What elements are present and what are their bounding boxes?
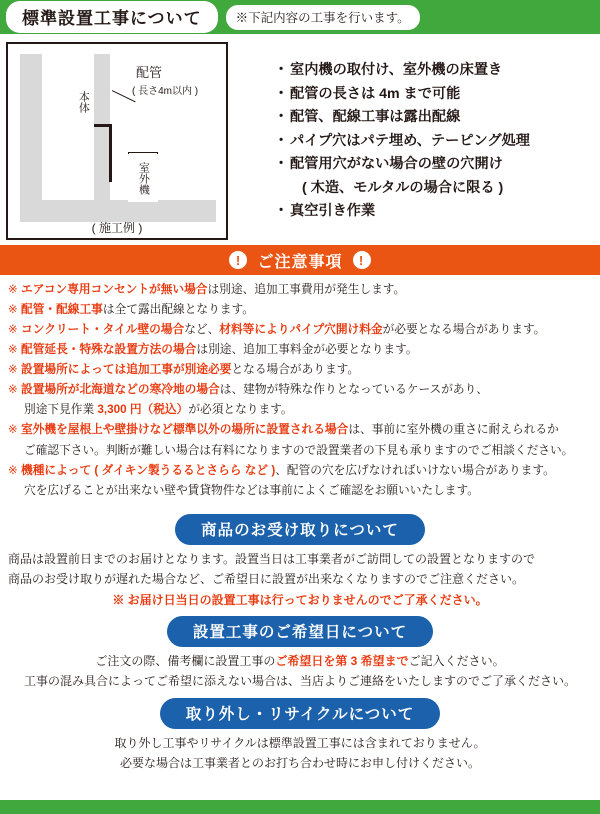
info-sections <box>0 514 600 773</box>
section-title: 商品のお受け取りについて <box>175 514 425 545</box>
page-header <box>0 0 600 34</box>
body-text: が必要となる場合があります。 <box>382 323 546 337</box>
diagram-outdoor-unit-label: 室外機 <box>128 154 158 202</box>
highlight-text: 配管・配線工事 <box>21 303 103 317</box>
highlight-text: エアコン専用コンセントが無い場合 <box>21 283 208 297</box>
marker-text: ※ <box>8 283 22 297</box>
highlight-text: コンクリート・タイル壁の場合 <box>21 323 185 337</box>
caution-note <box>8 282 592 298</box>
highlight-text: 室外機を屋根上や壁掛けなど標準以外の場所に設置される場合 <box>21 423 349 437</box>
body-text: が必須となります。 <box>188 403 293 417</box>
body-text: 穴を広げることが出来ない壁や賃貸物件などは事前によくご確認をお願いいたします。 <box>24 483 479 497</box>
body-text: ご確認下さい。判断が難しい場合は有料になりますので設置業者の下見も承りますのでご相談ください。 <box>24 443 574 457</box>
body-text: は、建物が特殊な作りとなっているケースがあり、 <box>219 383 488 397</box>
body-text: ご注文の際、備考欄に設置工事の <box>95 653 276 668</box>
footer-bar <box>0 800 600 814</box>
body-text: 別途下見作業 <box>24 403 98 417</box>
section-line <box>8 571 592 588</box>
diagram-caption: ( 施工例 ) <box>91 221 143 235</box>
caution-note <box>8 302 592 318</box>
page-title: 標準設置工事について <box>6 1 218 33</box>
section-body <box>0 735 600 773</box>
caution-note <box>8 463 592 479</box>
caution-notes <box>0 275 600 507</box>
marker-text: ※ <box>8 423 22 437</box>
caution-header <box>0 245 600 275</box>
body-text: となる場合があります。 <box>231 363 360 377</box>
highlight-text: 機種によって ( ダイキン製うるるとさらら など ) <box>21 463 276 477</box>
marker-text: ※ <box>8 343 22 357</box>
diagram-pipe-label: 配管 <box>136 65 163 80</box>
body-text: 、配管の穴を広げなければいけない場合があります。 <box>275 463 555 477</box>
section-line <box>8 755 592 772</box>
work-scope-list <box>236 58 594 225</box>
highlight-text: ※ お届け日当日の設置工事は行っておりませんのでご了承ください。 <box>112 592 488 607</box>
section-line <box>8 673 592 690</box>
section-title: 設置工事のご希望日について <box>167 616 433 647</box>
installation-diagram <box>6 42 228 240</box>
section-line <box>8 551 592 568</box>
section-body <box>0 551 600 609</box>
list-item: ・ 真空引き作業 <box>276 201 594 223</box>
list-item: ・ 配管用穴がない場合の壁の穴開け <box>276 154 594 176</box>
caution-note <box>8 483 592 499</box>
caution-note <box>8 362 592 378</box>
diagram-wall-inner <box>94 54 110 204</box>
diagram-pipe-vertical <box>109 124 112 182</box>
marker-text: ※ <box>8 303 22 317</box>
caution-note <box>8 342 592 358</box>
section-line <box>8 592 592 609</box>
body-text: は別途、追加工事費用が発生します。 <box>207 283 406 297</box>
body-text: は別途、追加工事料金が必要となります。 <box>196 343 418 357</box>
caution-title: ご注意事項 <box>257 253 343 271</box>
body-text: 必要な場合は工事業者とのお打ち合わせ時にお申し付けください。 <box>119 756 480 771</box>
list-item: ・ パイプ穴はパテ埋め、テーピング処理 <box>276 131 594 153</box>
section-body <box>0 653 600 691</box>
caution-note <box>8 443 592 459</box>
body-text: は、事前に室外機の重さに耐えられるか <box>348 423 559 437</box>
highlight-text: 材料等によりパイプ穴開け料金 <box>219 323 383 337</box>
body-text: など、 <box>184 323 220 337</box>
body-text: 工事の混み具合によってご希望に添えない場合は、当店よりご連絡をいたしますのでご了承ください。 <box>23 674 576 689</box>
marker-text: ※ <box>8 363 22 377</box>
highlight-text: ご希望日を第 3 希望まで <box>275 653 409 668</box>
header-note: ※下記内容の工事を行います。 <box>226 5 420 30</box>
list-item: ・ 配管、配線工事は露出配線 <box>276 107 594 129</box>
work-scope-section <box>0 34 600 245</box>
highlight-text: 配管延長・特殊な設置方法の場合 <box>21 343 197 357</box>
body-text: 商品のお受け取りが遅れた場合など、ご希望日に設置が出来なくなりますのでご注意ください。 <box>8 572 525 587</box>
section-line <box>8 653 592 670</box>
body-text: ご記入ください。 <box>408 653 505 668</box>
body-text: は全て露出配線となります。 <box>102 303 254 317</box>
highlight-text: 設置場所によっては追加工事が別途必要 <box>21 363 232 377</box>
exclamation-icon: ! <box>229 251 247 269</box>
marker-text: ※ <box>8 383 22 397</box>
highlight-text: 3,300 円（税込） <box>97 403 189 417</box>
caution-note <box>8 382 592 398</box>
section-title: 取り外し・リサイクルについて <box>160 698 441 729</box>
marker-text: ※ <box>8 323 22 337</box>
caution-note <box>8 422 592 438</box>
body-text: 取り外し工事やリサイクルは標準設置工事には含まれておりません。 <box>114 735 486 750</box>
diagram-wall-left <box>20 54 42 222</box>
diagram-pipe-length-label: ( 長さ4m以内 ) <box>132 86 199 97</box>
section-line <box>8 735 592 752</box>
exclamation-icon: ! <box>353 251 371 269</box>
body-text: 商品は設置前日までのお届けとなります。設置当日は工事業者がご訪問しての設置となりますので <box>8 551 536 566</box>
list-item: ・ 配管の長さは 4m まで可能 <box>276 84 594 106</box>
highlight-text: 設置場所が北海道などの寒冷地の場合 <box>21 383 220 397</box>
list-item: ( 木造、モルタルの場合に限る ) <box>302 179 504 196</box>
caution-note <box>8 322 592 338</box>
marker-text: ※ <box>8 463 22 477</box>
caution-note <box>8 402 592 418</box>
list-item: ・ 室内機の取付け、室外機の床置き <box>276 60 594 82</box>
diagram-indoor-unit-label: 本体 <box>72 78 94 126</box>
